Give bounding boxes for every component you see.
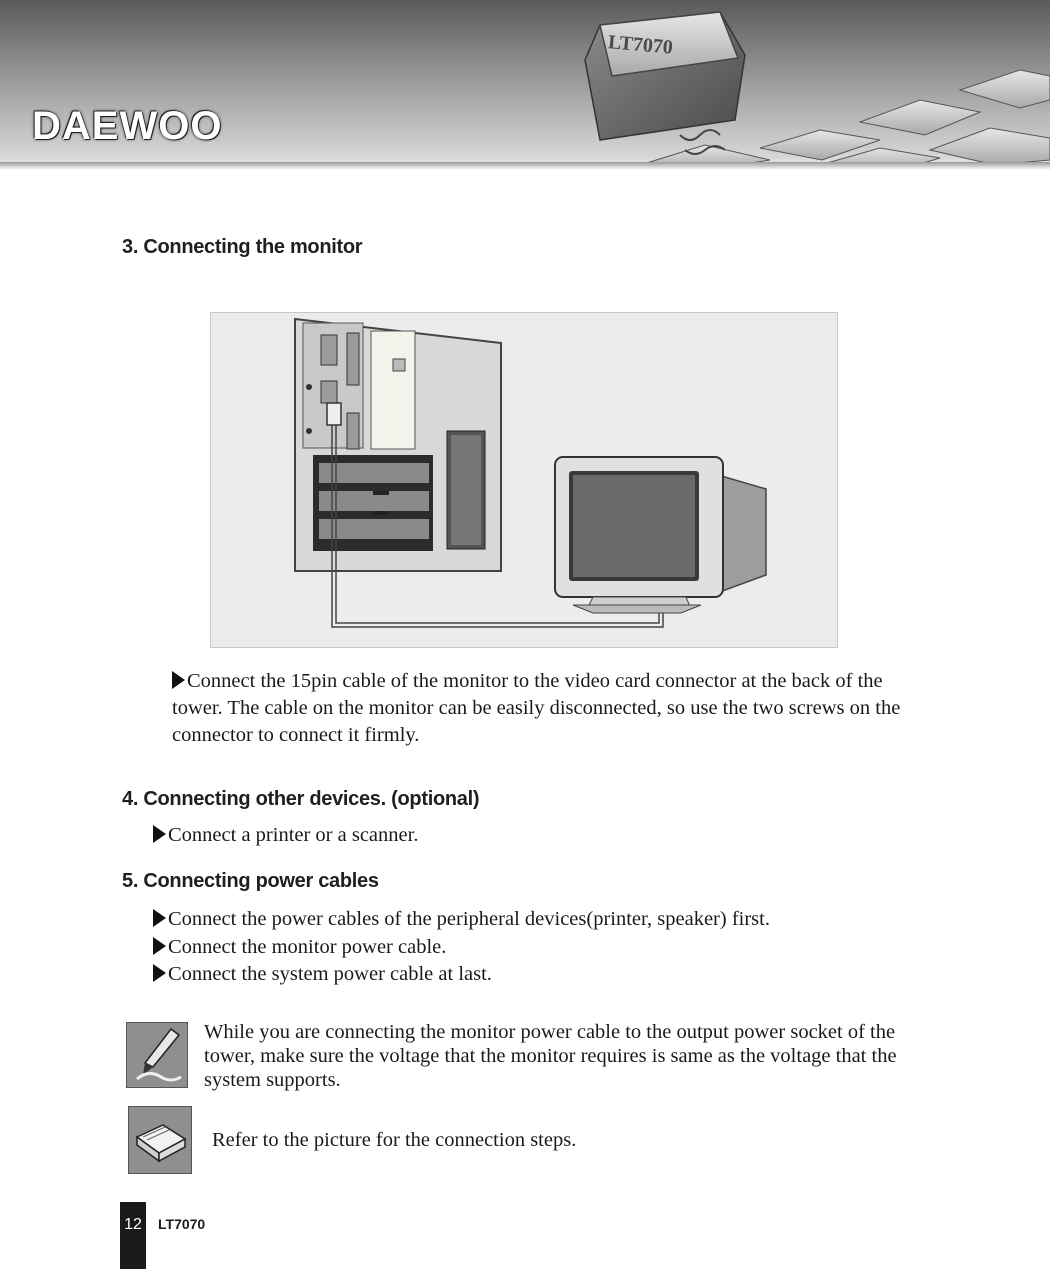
list-item: [153, 934, 933, 961]
arrow-bullet-icon: [153, 937, 166, 955]
list-item: [153, 906, 933, 933]
reference-note-text: Refer to the picture for the connection steps.: [212, 1129, 577, 1151]
arrow-bullet-icon: [153, 964, 166, 982]
section-3-heading: 3. Connecting the monitor: [122, 236, 363, 258]
bullet-text: Connect a printer or a scanner.: [168, 824, 419, 846]
pen-caution-icon: [126, 1022, 188, 1088]
pc-tower-rear-icon: [295, 319, 501, 571]
book-reference-icon: [128, 1106, 192, 1174]
section-5-heading: 5. Connecting power cables: [122, 870, 379, 892]
bullet-text: Connect the monitor power cable.: [168, 936, 447, 958]
footer-model: LT7070: [158, 1216, 206, 1232]
caution-note-text: While you are connecting the monitor power cable to the output power socket of the tower, make sure the voltage that the monitor requires is same as the voltage that the system supports.: [204, 1021, 897, 1091]
list-item: [153, 961, 933, 988]
header-banner: [0, 0, 1050, 170]
connection-diagram: [210, 312, 838, 648]
page-number: 12: [120, 1202, 146, 1269]
keycap-label: LT7070: [607, 31, 674, 59]
section-3-bullet: [172, 668, 922, 749]
list-item: [153, 822, 933, 849]
bullet-text: Connect the power cables of the peripheral devices(printer, speaker) first.: [168, 908, 770, 930]
arrow-bullet-icon: [172, 671, 185, 689]
daewoo-logo: DAEWOO: [32, 104, 223, 148]
section-4-heading: 4. Connecting other devices. (optional): [122, 788, 480, 810]
arrow-bullet-icon: [153, 909, 166, 927]
bullet-text: Connect the 15pin cable of the monitor to the video card connector at the back of the tower. The cable on the monitor can be easily disconnected, so use the two screws on the connector to connect it firmly.: [172, 670, 901, 746]
bullet-text: Connect the system power cable at last.: [168, 963, 492, 985]
arrow-bullet-icon: [153, 825, 166, 843]
